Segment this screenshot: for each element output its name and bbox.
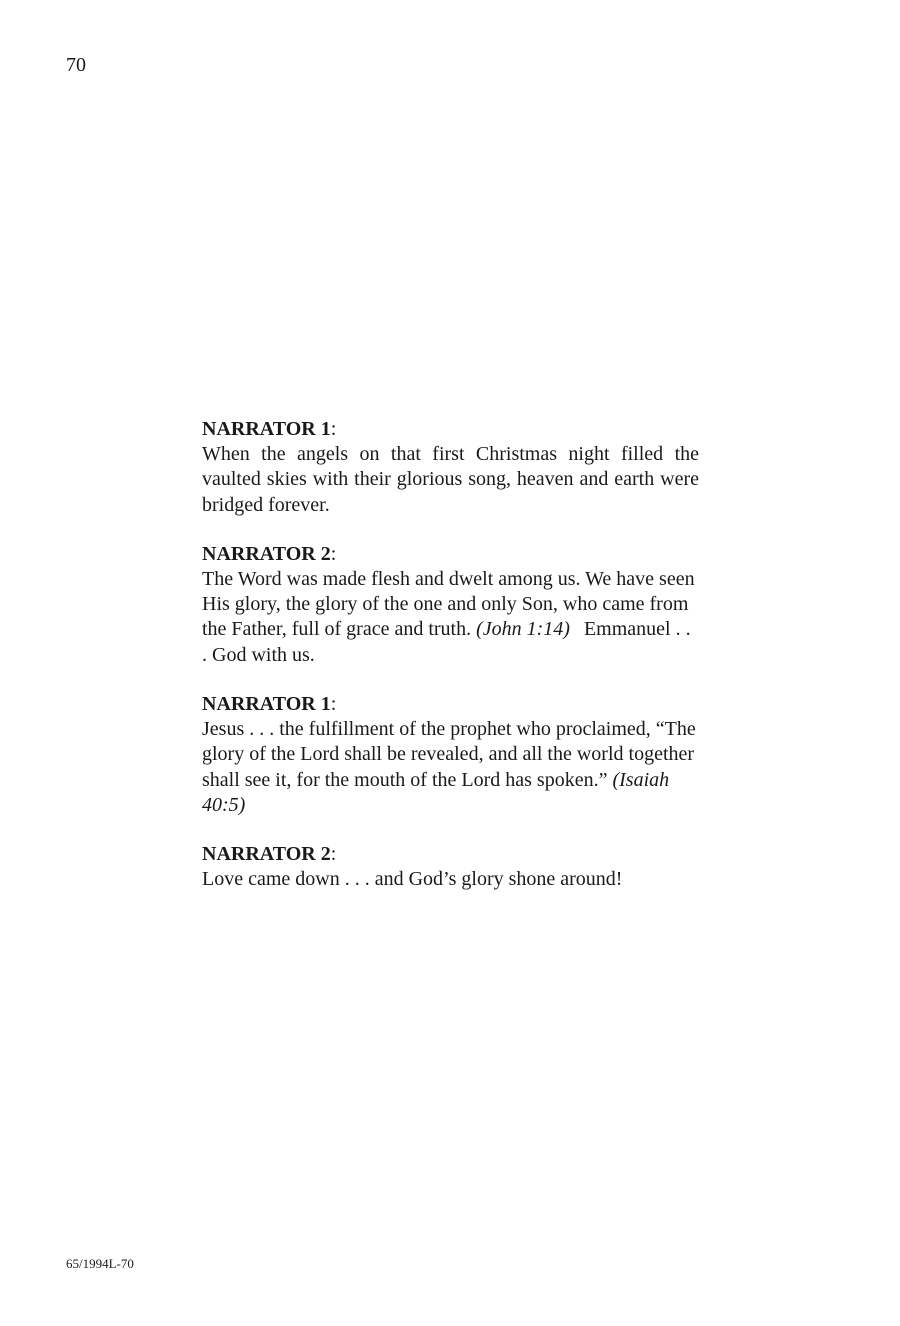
speech-continuation: Emmanuel . . . God with us. (202, 618, 691, 666)
speech-text (202, 442, 699, 518)
speaker-name: NARRATOR 1 (202, 693, 331, 716)
speaker-name: NARRATOR 1 (202, 418, 331, 440)
page-number: 70 (66, 54, 86, 76)
script-block (202, 692, 699, 818)
script-content (202, 417, 699, 917)
speech-body: Jesus . . . the fulfillment of the prophet who proclaimed, “The glory of the Lord shall be revealed, and all the world together shall see it, for the mouth of the Lord has spoken.” (202, 718, 696, 791)
speech-body: When the angels on that first Christmas night filled the vaulted skies with their glorious song, heaven and earth were bridged forever. (202, 443, 699, 516)
speaker-name: NARRATOR 2 (202, 542, 331, 565)
speech-text (202, 867, 699, 892)
scripture-citation: (Isaiah 40:5) (202, 768, 670, 816)
speaker-label: NARRATOR 2: (202, 843, 337, 866)
speech-text (202, 717, 699, 818)
speaker-label: NARRATOR 2: (202, 542, 337, 565)
script-block (202, 842, 699, 892)
script-block (202, 417, 699, 518)
speech-text (202, 567, 699, 668)
scripture-citation: (John 1:14) (476, 618, 570, 641)
speaker-name: NARRATOR 2 (202, 843, 331, 866)
speech-body: Love came down . . . and God’s glory shone around! (202, 868, 623, 891)
speaker-label: NARRATOR 1: (202, 418, 337, 440)
script-block (202, 542, 699, 668)
speaker-label: NARRATOR 1: (202, 693, 337, 716)
footer-code: 65/1994L-70 (66, 1256, 134, 1271)
speech-body: The Word was made flesh and dwelt among us. We have seen His glory, the glory of the one and only Son, who came from the Father, full of grace and truth. (202, 567, 695, 641)
